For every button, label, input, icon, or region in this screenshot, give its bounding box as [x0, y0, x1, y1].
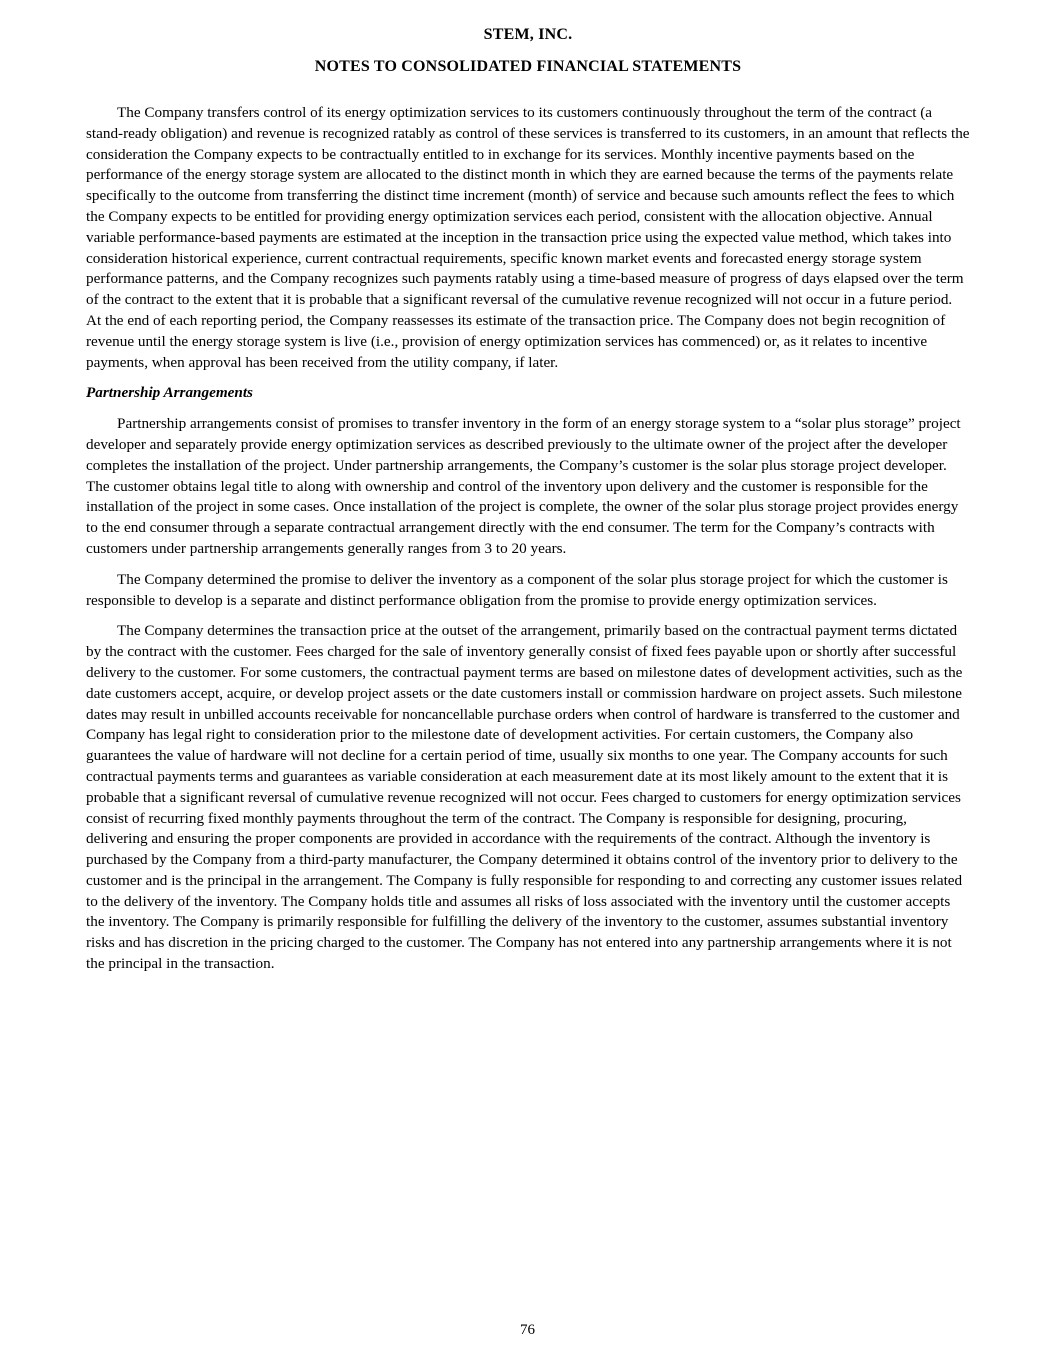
document-subtitle: NOTES TO CONSOLIDATED FINANCIAL STATEMENTS — [314, 58, 742, 75]
document-body — [86, 103, 970, 975]
document-title: STEM, INC. — [483, 26, 573, 43]
page-number: 76 — [520, 1322, 535, 1338]
paragraph-transaction-price: The Company determines the transaction price at the outset of the arrangement, primarily based on the contractual payment terms dictated by the contract with the customer. Fees charged for the sale of inventory generally consist of fixed fees payable upon or shortly after successful delivery to the customer. For some customers, the contractual payment terms are based on milestone dates of development activities, such as the date customers accept, acquire, or develop project assets or the date customers install or commission hardware on project assets. Such milestone dates may result in unbilled accounts receivable for noncancellable purchase orders when control of hardware is transferred to the customer and Company has legal right to consideration prior to the milestone date of development activities. For certain customers, the Company also guarantees the value of hardware will not decline for a certain period of time, usually six months to one year. The Company accounts for such contractual payments terms and guarantees as variable consideration at each measurement date at its most likely amount to the extent that it is probable that a significant reversal of cumulative revenue recognized will not occur. Fees charged to customers for energy optimization services consist of recurring fixed monthly payments throughout the term of the contract. The Company is responsible for designing, procuring, delivering and ensuring the proper components are provided in accordance with the requirements of the contract. Although the inventory is purchased by the Company from a third-party manufacturer, the Company determined it obtains control of the inventory prior to delivery to the customer and is the principal in the arrangement. The Company is fully responsible for responding to and correcting any customer issues related to the delivery of the inventory. The Company holds title and assumes all risks of loss associated with the inventory until the customer accepts the inventory. The Company is primarily responsible for fulfilling the delivery of the inventory to the customer, assumes substantial inventory risks and has discretion in the pricing charged to the customer. The Company has not entered into any partnership arrangements where it is not the principal in the transaction. — [86, 622, 963, 973]
section-heading-partnership-arrangements: Partnership Arrangements — [86, 384, 253, 402]
paragraph-revenue-recognition: The Company transfers control of its energy optimization services to its customers continuously throughout the term of the contract (a stand-ready obligation) and revenue is recognized ratably as control of these services is transferred to its customers, in an amount that reflects the consideration the Company expects to be contractually entitled to in exchange for its services. Monthly incentive payments based on the performance of the energy storage system are allocated to the distinct month in which they are earned because the terms of the payments relate specifically to the outcome from transferring the distinct time increment (month) of service and because such amounts reflect the fees to which the Company expects to be entitled for providing energy optimization services each period, consistent with the allocation objective. Annual variable performance-based payments are estimated at the inception in the transaction price using the expected value method, which takes into consideration historical experience, current contractual requirements, specific known market events and forecasted energy storage system performance patterns, and the Company recognizes such payments ratably using a time-based measure of progress of days elapsed over the term of the contract to the extent that it is probable that a significant reversal of the cumulative revenue recognized will not occur in a future period. At the end of each reporting period, the Company reassesses its estimate of the transaction price. The Company does not begin recognition of revenue until the energy storage system is live (i.e., provision of energy optimization services has commenced) or, as it relates to incentive payments, when approval has been received from the utility company, if later. — [86, 104, 970, 371]
paragraph-partnership-overview: Partnership arrangements consist of promises to transfer inventory in the form of an energy storage system to a “solar plus storage” project developer and separately provide energy optimization services as described previously to the ultimate owner of the project after the developer completes the installation of the project. Under partnership arrangements, the Company’s customer is the solar plus storage project developer. The customer obtains legal title to along with ownership and control of the inventory upon delivery and the customer is responsible for the installation of the project in some cases. Once installation of the project is complete, the owner of the solar plus storage project provides energy to the end consumer through a separate contractual arrangement directly with the end consumer. The term for the Company’s contracts with customers under partnership arrangements generally ranges from 3 to 20 years. — [86, 415, 961, 557]
document-header — [86, 26, 970, 76]
paragraph-performance-obligation: The Company determined the promise to deliver the inventory as a component of the solar plus storage project for which the customer is responsible to develop is a separate and distinct performance obligation from the promise to provide energy optimization services. — [86, 570, 948, 609]
